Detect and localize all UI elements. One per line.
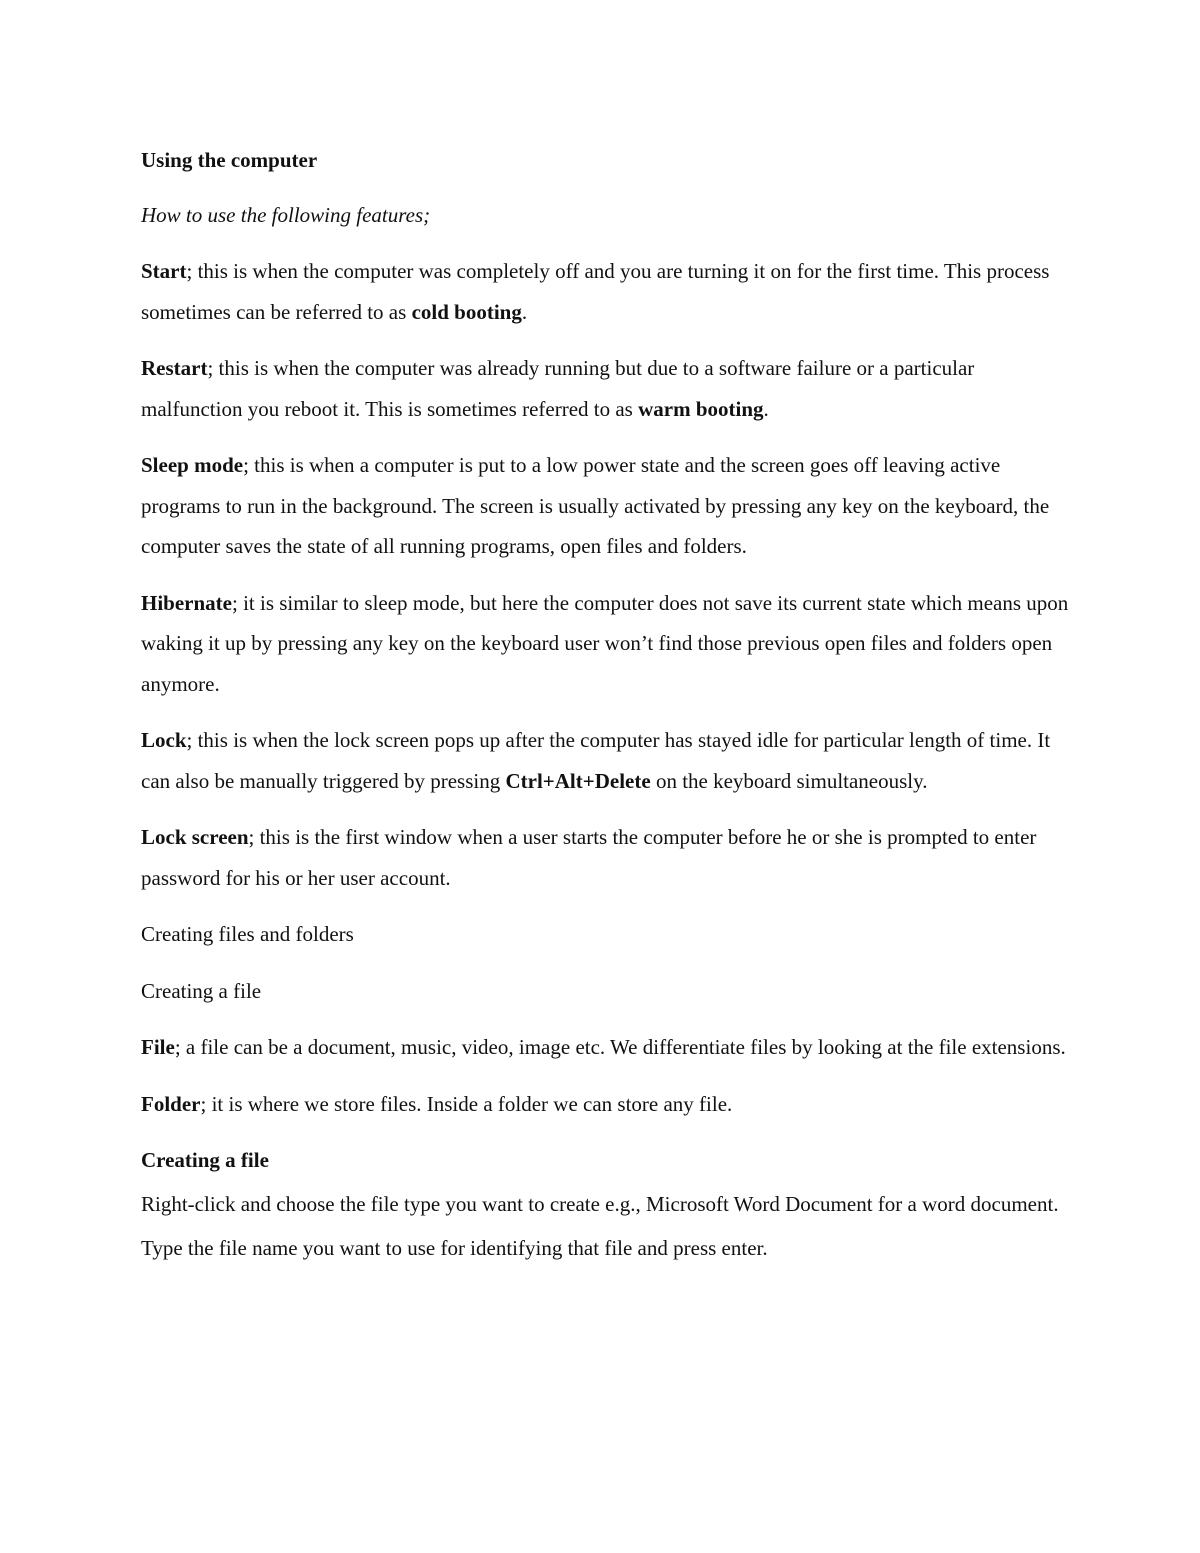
- step-right-click: Right-click and choose the file type you want to create e.g., Microsoft Word Document for a word document.: [141, 1191, 1059, 1216]
- section-title-creating-a-file: Creating a file: [141, 1148, 269, 1172]
- highlight-warm-booting: warm booting: [638, 396, 764, 421]
- paragraph-lock: [141, 720, 1071, 801]
- document-body: [141, 140, 1071, 1279]
- document-title: Using the computer: [141, 148, 318, 172]
- paragraph-sleep-mode: [141, 445, 1071, 567]
- hibernate-text: ; it is similar to sleep mode, but here the computer does not save its current state which means upon waking it up by pressing any key on the keyboard user won’t find those previous open files and folders open anymore.: [141, 590, 1069, 696]
- paragraph-restart: [141, 348, 1071, 429]
- heading-creating-a-file-plain: Creating a file: [141, 978, 262, 1003]
- lock-screen-text: ; this is the first window when a user starts the computer before he or she is prompted to enter password for his or her user account.: [141, 825, 1037, 890]
- sleep-text: ; this is when a computer is put to a low power state and the screen goes off leaving active programs to run in the background. The screen is usually activated by pressing any key on the keyboard, the computer saves the state of all running programs, open files and folders.: [141, 453, 1050, 558]
- folder-text: ; it is where we store files. Inside a folder we can store any file.: [200, 1091, 733, 1116]
- heading-creating-files-folders: Creating files and folders: [141, 922, 354, 946]
- file-text: ; a file can be a document, music, video, image etc. We differentiate files by looking at the file extensions.: [174, 1035, 1066, 1059]
- document-subtitle: How to use the following features;: [141, 202, 431, 227]
- restart-text: ; this is when the computer was already running but due to a software failure or a particular malfunction you reboot it. This is sometimes referred to as: [141, 356, 975, 421]
- step-type-file-name: Type the file name you want to use for identifying that file and press enter.: [141, 1235, 768, 1260]
- paragraph-folder: [141, 1084, 1071, 1125]
- paragraph-file: [141, 1027, 1071, 1068]
- highlight-cold-booting: cold booting: [411, 299, 522, 324]
- restart-text-end: .: [763, 396, 769, 421]
- paragraph-hibernate: [141, 583, 1071, 705]
- start-text: ; this is when the computer was completely off and you are turning it on for the first time. This process sometimes can be referred to as: [141, 259, 1050, 324]
- highlight-ctrl-alt-delete: Ctrl+Alt+Delete: [505, 768, 651, 793]
- term-lock-screen: Lock screen: [141, 825, 249, 849]
- lock-text-end: on the keyboard simultaneously.: [650, 768, 928, 793]
- start-text-end: .: [521, 299, 528, 324]
- paragraph-lock-screen: [141, 817, 1071, 898]
- term-lock: Lock: [141, 728, 187, 752]
- paragraph-start: [141, 251, 1071, 332]
- term-folder: Folder: [141, 1091, 201, 1116]
- term-restart: Restart: [141, 356, 208, 380]
- lock-text: ; this is when the lock screen pops up after the computer has stayed idle for particular length of time. It can also be manually triggered by pressing: [141, 728, 1051, 793]
- term-file: File: [141, 1035, 175, 1059]
- term-sleep-mode: Sleep mode: [141, 453, 244, 477]
- term-hibernate: Hibernate: [141, 590, 232, 615]
- term-start: Start: [141, 259, 187, 283]
